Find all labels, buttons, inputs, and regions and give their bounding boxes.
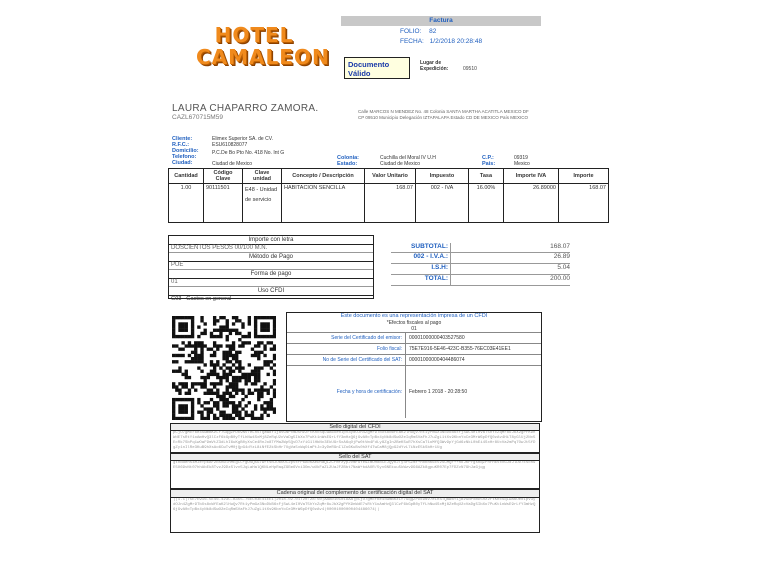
qr-code-graphic	[172, 316, 276, 420]
cp-value: 09319	[514, 155, 528, 161]
col-valor: Valor Unitario	[365, 169, 416, 184]
rfc-label: R.F.C.:	[172, 142, 190, 148]
total-row	[391, 275, 570, 286]
col-impuesto: Impuesto	[416, 169, 469, 184]
row-impuesto: 002 - IVA	[416, 184, 469, 223]
lugar-expedicion	[420, 60, 460, 72]
sat-value: 00001000000404486074	[409, 357, 465, 363]
uso-label: Uso CFDI	[169, 287, 373, 296]
cert-folio-row	[287, 344, 541, 355]
fecha-label: FECHA:	[400, 38, 424, 45]
cert-emisor-row	[287, 333, 541, 344]
row-cantidad: 1.00	[169, 184, 204, 223]
status-line-2: Válido	[348, 69, 371, 78]
sello-sat-block	[170, 453, 540, 489]
cp-label: C.P.:	[482, 155, 494, 161]
iva-value: 26.89	[553, 253, 570, 260]
logo-line-1: HOTEL	[214, 23, 294, 47]
pais-label: Pais:	[482, 161, 496, 167]
ish-label: I.S.H:	[391, 264, 451, 274]
cliente-value: Elimex Superior SA. de CV.	[212, 136, 273, 142]
cadena-text: ||1.1|75E7E916-5E46-423C-B355-76EC03E41EE1|2018-02-01T20:28:50|AAA010101AAA|pCjO7gMcrbe4SwmBKzLf7GqgZPDk9Nv7eLhSTQaW8Y1jBVGNPxmD5Hz2FtKRcSqLwA6Ue0IpV3ydOJn4ZgMr9TbXs8cWfEaK2lHuQv7Rt1yPmGz3NoDkB6xFjSwL4eI0VaT5hYcZqMr8uJbX2gPfK9nWdE7sRtY1oAmHvQ3lCzF6kGpB0yTfLhNw4SxMj8ZeRqU2cVaDg5IbXo7PuKt1nWsE9rLfY3mHzQ6jGvA0cTpBx4yNk8dSwO2eIqRm5VaFhJ7uZgL1tXs9KbnYoCe3MrW6pDfQ0zAv4|00001000000404486074||	[173, 498, 536, 512]
totals-block	[391, 243, 570, 286]
ish-value: 5.04	[557, 264, 570, 271]
subtotal-row	[391, 243, 570, 253]
items-header-row	[169, 169, 609, 184]
status-badge	[344, 57, 410, 79]
issuer-address: Calle MARCOS N MENDEZ No. 48 Colonia SANTA MARTHA ACATITLA MEXICO DF CP 09510 Municipio Delegación IZTAPALAPA Estado CD DE MEXICO País MEXICO	[358, 109, 529, 120]
ciudad-value: Ciudad de Mexico	[212, 161, 253, 167]
letra-label: Importe con letra	[169, 236, 373, 245]
sello-cfdi-title: Sello digital del CFDI	[171, 424, 539, 431]
domicilio-value: P.C.De Bo Pto No. 418 No. Int G	[212, 150, 285, 156]
expedicion-label: Lugar de Expedición:	[420, 60, 449, 72]
pais-value: Mexico	[514, 161, 530, 167]
uso-value: G03 - Gastos en general	[171, 296, 232, 302]
cert-title: Este documento es una representación impresa de un CFDI	[340, 313, 488, 319]
row-concepto: HABITACION SENCILLA	[282, 184, 365, 223]
metodo-label: Método de Pago	[169, 253, 373, 262]
sello-sat-title: Sello del SAT	[171, 454, 539, 461]
letra-value: DOSCIENTOS PESOS 00/100 M.N.	[169, 245, 373, 253]
sello-cfdi-text: pCjO7gMcrbe4SwmBKzLf7GqgZPDk9Nv7eLhSTQaW8Y1jBVGNPxmD5Hz2FtKRcSqLwA6Ue0IpV3ydOJn4ZgMr9TbXs8cWfEaK2lHuQv7Rt1yPmGz3NoDkB6xFjSwL4eI0VaT5hYcZqMr8uJbX2gPfK9nWdE7sRtY1oAmHvQ3lCzF6kGpB0yTfLhNw4SxMj8ZeRqU2cVaDg5IbXo7PuKt1nWsE9rLfY3mHzQ6jGvA0cTpBx4yNk8dSwO2eIqRm5VaFhJ7uZgL1tXs9KbnYoCe3MrW6pDfQ0zAv4HiT8yGlUj2Nx5EcRk7SbPq1wOaF9mVtZ3dLhI6uKgB0yXsCe4RnJo8TfMa2Wp5QvD7zYiG1lHbNc3EkU9rSxA6qOjPw0tVm4FdLy8ZgIn2BeK5uR7hXsCaT1oMfQ3Wv9pYjGd6zNkL0bEi4SxHr8UcVa2mPq7OwJt5fDgZy1nIlRe3KuB9hXsAo6CwTvM0jQpG4dYzL8iNfE2kSbHr7UgVa5xWqO1mPtJc3yDeR9nIlZo6KuBs0hXf4TwCaM8jQpG2dYvL7iNzE5kSbHr1Ug	[173, 431, 536, 450]
qr-code	[172, 316, 276, 420]
row-importe: 168.07	[559, 184, 609, 223]
sello-cfdi-block	[170, 423, 540, 453]
forma-label: Forma de pago	[169, 270, 373, 279]
iva-label: 002 - I.V.A.:	[391, 253, 451, 263]
cliente-label: Cliente:	[172, 136, 193, 142]
cert-efectos: *Efectos fiscales al pago	[386, 320, 442, 326]
domicilio-label: Domicilio:	[172, 148, 199, 154]
ish-row	[391, 264, 570, 275]
emisor-label: Serie del Certificado del emisor:	[287, 333, 406, 343]
col-importe: Importe	[559, 169, 609, 184]
colonia-label: Colonia:	[337, 155, 359, 161]
estado-value: Ciudad de Mexico	[380, 161, 421, 167]
iva-row	[391, 253, 570, 264]
cert-sat-row	[287, 355, 541, 366]
fecha-value: 1/2/2018 20:28:48	[429, 38, 483, 45]
metodo-value: PUE	[169, 262, 373, 270]
ciudad-label: Ciudad:	[172, 160, 193, 166]
hotel-logo	[196, 23, 330, 69]
subtotal-value: 168.07	[550, 243, 570, 250]
forma-value: 01	[169, 279, 373, 287]
col-tasa: Tasa	[469, 169, 504, 184]
cert-block	[286, 312, 542, 422]
cert-fecha-label: Fecha y hora de certificación:	[287, 366, 406, 418]
total-value: 200.00	[550, 275, 570, 282]
folio-label: FOLIO:	[400, 28, 422, 35]
row-codigo: 90111501	[204, 184, 243, 223]
invoice-title: Factura	[429, 17, 453, 24]
col-codigo: Código Clave	[204, 169, 243, 184]
folio	[400, 28, 436, 35]
emisor-value: 00001000000403527580	[409, 335, 465, 341]
expedicion-value: 09510	[463, 66, 477, 72]
estado-label: Estado:	[337, 161, 358, 167]
col-cantidad: Cantidad	[169, 169, 204, 184]
sello-sat-text: gt0Ndehs4MJeYpkAF2b5hwlnMEgCC+gOSQ5G7wrtsNJU6OOC2pvxfP6A0KAeDhaQLZCfmfzypJvmF9Ye9ZmOH8bCEJQyRJTy4F5Zmf+h0RRK6cv2SCMQF++RkJKPYgsRqZPnFHkVxxGJdJlDD7EscR9E5O69vNt07hhAbEk8TvzJ9DzSlvv5JqLaHalQKNLeHpRaqZ9Em6Vci3Om/wUkFaZL2UaJF2Bbt7NaW+bdAOR/5yv6NEkuu5kWzv9G6AZk8gpuKR07Ep7FDZvN79hJaGjqg	[173, 461, 536, 470]
table-row	[169, 184, 609, 223]
row-valor: 168.07	[365, 184, 416, 223]
issuer-rfc: CAZL670715M59	[172, 114, 223, 121]
sat-label: No de Serie del Certificado del SAT:	[287, 355, 406, 365]
issuer-name: LAURA CHAPARRO ZAMORA.	[172, 103, 319, 114]
items-table	[168, 168, 609, 223]
folio-fiscal-value: 75E7E916-5E46-423C-B355-76EC03E41EE1	[409, 346, 511, 352]
status-line-1: Documento	[348, 60, 390, 69]
fecha	[400, 38, 482, 45]
cadena-title: Cadena original del complemento de certificación digital del SAT	[171, 490, 539, 498]
col-unidad: Clave unidad	[243, 169, 282, 184]
telefono-label: Telefono:	[172, 154, 197, 160]
total-label: TOTAL:	[391, 275, 451, 285]
row-unidad: E48 - Unidad de servicio	[243, 184, 282, 223]
folio-fiscal-label: Folio fiscal:	[287, 344, 406, 354]
subtotal-label: SUBTOTAL:	[391, 243, 451, 252]
col-importe-iva: Importe IVA	[504, 169, 559, 184]
logo-line-2: CAMALEON	[196, 45, 330, 69]
payment-block	[168, 235, 374, 302]
folio-value: 82	[429, 28, 437, 35]
cert-fecha-row	[287, 366, 541, 418]
cert-fecha-value: Febrero 1 2018 - 20:28:50	[409, 389, 468, 395]
invoice-title-bar	[341, 16, 541, 26]
rfc-value: ESU610828077	[212, 142, 248, 148]
row-importe-iva: 26.89000	[504, 184, 559, 223]
row-tasa: 16.00%	[469, 184, 504, 223]
cert-efectos-value: 01	[287, 326, 541, 333]
cadena-block	[170, 489, 540, 533]
col-concepto: Concepto / Descripción	[282, 169, 365, 184]
colonia-value: Cuchilla del Moral IV U.H	[380, 155, 436, 161]
client-block	[172, 136, 582, 168]
